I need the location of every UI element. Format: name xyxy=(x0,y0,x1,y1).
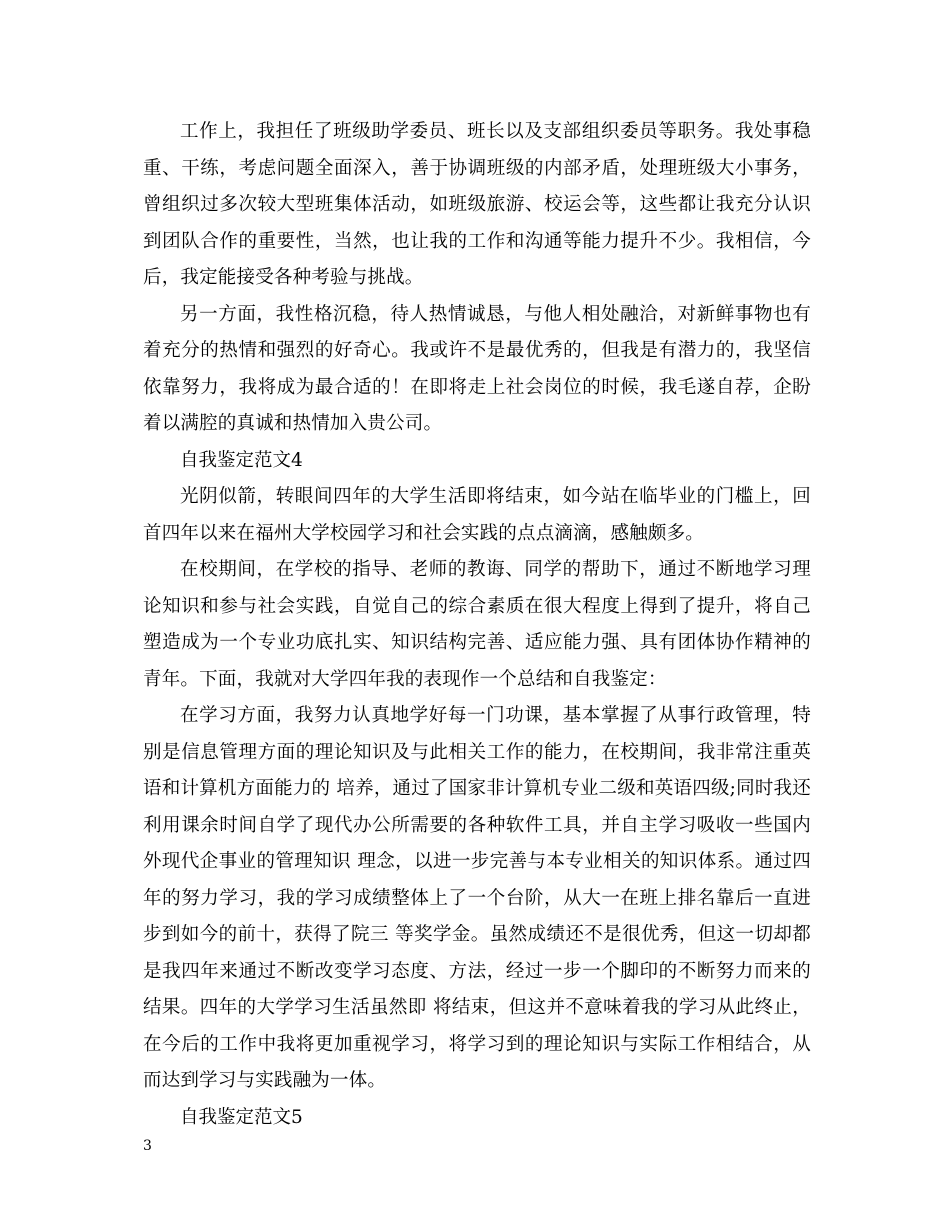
paragraph-graduation-intro: 光阴似箭，转眼间四年的大学生活即将结束，如今站在临毕业的门槛上，回首四年以来在福州大学校园学习和社会实践的点点滴滴，感触颇多。 xyxy=(143,486,811,544)
paragraph-study: 在学习方面，我努力认真地学好每一门功课，基本掌握了从事行政管理，特别是信息管理方面的理论知识及与此相关工作的能力，在校期间，我非常注重英语和计算机方面能力的 培养，通过了国家非计算机专业二级和英语四级;同时我还利用课余时间自学了现代办公所需要的各种软件工具，并自主学习吸收一些国内外现代企事业的管理知识 理念，以进一步完善与本专业相关的知识体系。通过四年的努力学习，我的学习成绩整体上了一个台阶，从大一在班上排名靠后一直进步到如今的前十，获得了院三 等奖学金。虽然成绩还不是很优秀，但这一切却都是我四年来通过不断改变学习态度、方法，经过一步一个脚印的不断努力而来的结果。四年的大学学习生活虽然即 将结束，但这并不意味着我的学习从此终止，在今后的工作中我将更加重视学习，将学习到的理论知识与实际工作相结合，从而达到学习与实践融为一体。 xyxy=(143,705,811,1091)
document-body xyxy=(143,114,811,1136)
paragraph-school-period: 在校期间，在学校的指导、老师的教诲、同学的帮助下，通过不断地学习理论知识和参与社会实践，自觉自己的综合素质在很大程度上得到了提升，将自己塑造成为一个专业功底扎实、知识结构完善、适应能力强、具有团体协作精神的青年。下面，我就对大学四年我的表现作一个总结和自我鉴定： xyxy=(143,559,811,690)
section-heading-sample-5: 自我鉴定范文5 xyxy=(180,1106,303,1128)
paragraph-work-roles: 工作上，我担任了班级助学委员、班长以及支部组织委员等职务。我处事稳重、干练，考虑问题全面深入，善于协调班级的内部矛盾，处理班级大小事务，曾组织过多次较大型班集体活动，如班级旅游、校运会等，这些都让我充分认识到团队合作的重要性，当然，也让我的工作和沟通等能力提升不少。我相信，今后，我定能接受各种考验与挑战。 xyxy=(143,121,811,288)
section-heading-sample-4: 自我鉴定范文4 xyxy=(180,449,303,471)
paragraph-personality: 另一方面，我性格沉稳，待人热情诚恳，与他人相处融洽，对新鲜事物也有着充分的热情和强烈的好奇心。我或许不是最优秀的，但我是有潜力的，我坚信依靠努力，我将成为最合适的！在即将走上社会岗位的时候，我毛遂自荐，企盼着以满腔的真诚和热情加入贵公司。 xyxy=(143,303,811,434)
page-number: 3 xyxy=(143,1138,152,1154)
